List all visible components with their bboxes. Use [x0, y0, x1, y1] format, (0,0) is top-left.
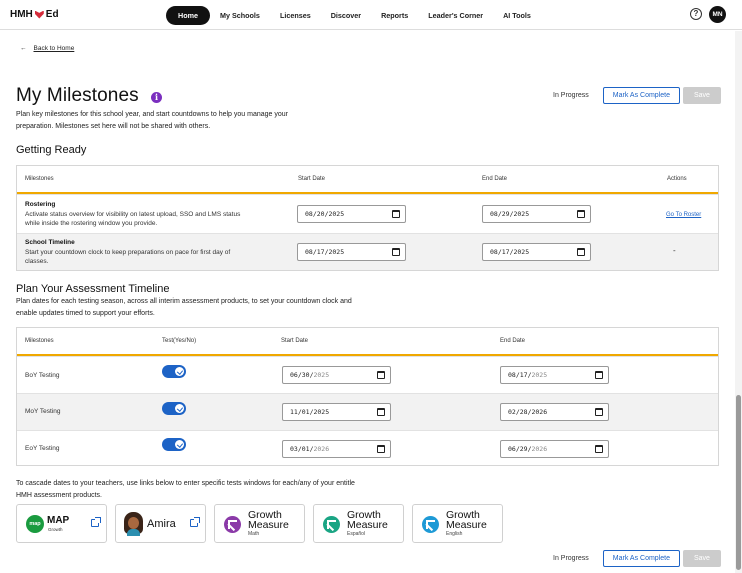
col-actions: Actions	[667, 176, 687, 182]
nav-ai-tools[interactable]: AI Tools	[503, 10, 531, 20]
save-button[interactable]: Save	[683, 550, 721, 567]
nav-my-schools[interactable]: My Schools	[219, 10, 260, 20]
check-icon	[175, 404, 184, 413]
status-toolbar-bottom	[553, 550, 721, 567]
table-row	[17, 233, 718, 270]
calendar-icon[interactable]	[577, 248, 585, 256]
assessment-subtext: Plan dates for each testing season, across all interim assessment products, to set your countdown clock and enable updates timed to support your efforts.	[16, 298, 352, 317]
milestone-name: BoY Testing	[25, 372, 60, 379]
table-row	[17, 430, 718, 466]
end-date-input[interactable]: 02/28/2026	[500, 403, 609, 421]
table-row	[17, 393, 718, 430]
map-logo-icon: map	[26, 515, 44, 533]
check-icon	[175, 440, 184, 449]
back-to-home-label: Back to Home	[33, 45, 75, 52]
table-row	[17, 194, 718, 233]
milestone-name: EoY Testing	[25, 445, 60, 452]
calendar-icon[interactable]	[577, 210, 585, 218]
nav-reports[interactable]: Reports	[381, 10, 409, 20]
back-arrow-icon: ←	[20, 45, 27, 52]
assessment-heading: Plan Your Assessment Timeline	[16, 283, 170, 295]
nav-licenses[interactable]: Licenses	[279, 10, 311, 20]
calendar-icon[interactable]	[377, 371, 385, 379]
status-toolbar-top	[553, 87, 721, 104]
calendar-icon[interactable]	[377, 445, 385, 453]
page-intro: Plan key milestones for this school year, and start countdowns to help you manage your preparation. Milestones set here will not be shared with others.	[16, 111, 288, 130]
map-growth-card[interactable]	[16, 504, 107, 543]
col-test: Test(Yes/No)	[162, 338, 197, 344]
col-end-date: End Date	[500, 338, 526, 344]
page-title: My Milestones	[16, 85, 139, 106]
end-date-input[interactable]: 08/17/2025	[482, 243, 591, 261]
milestone-title: Rostering	[25, 201, 56, 208]
gm-subject: Math	[248, 531, 260, 537]
milestone-desc: Start your countdown clock to keep preparations on pace for first day of classes.	[25, 249, 231, 265]
product-cards	[16, 504, 503, 543]
growth-measure-espanol-card[interactable]	[313, 504, 404, 543]
start-date-input[interactable]: 11/01/2025	[282, 403, 391, 421]
status-label: In Progress	[553, 555, 589, 562]
milestone-desc: Activate status overview for visibility on latest upload, SSO and LMS status while inside the rostering window you provide.	[25, 211, 241, 227]
col-start-date: Start Date	[281, 338, 309, 344]
avatar[interactable]: MN	[709, 6, 726, 23]
test-toggle[interactable]	[162, 402, 186, 415]
logo-ed-text: Ed	[45, 9, 59, 20]
calendar-icon[interactable]	[392, 210, 400, 218]
end-date-input[interactable]: 08/17/2025	[500, 366, 609, 384]
mark-complete-button[interactable]: Mark As Complete	[603, 87, 680, 104]
table-header	[17, 166, 718, 194]
table-row	[17, 356, 718, 393]
map-title: MAP	[47, 515, 70, 526]
col-milestones: Milestones	[25, 338, 54, 344]
nav-links	[166, 5, 541, 25]
amira-avatar-icon	[124, 512, 143, 536]
growth-arrow-icon	[323, 516, 340, 533]
growth-measure-english-card[interactable]	[412, 504, 503, 543]
start-date-input[interactable]: 06/30/2025	[282, 366, 391, 384]
gm-subject: English	[446, 531, 463, 537]
logo-hmh-text: HMH	[10, 9, 33, 20]
growth-measure-math-card[interactable]	[214, 504, 305, 543]
milestone-title: School Timeline	[25, 239, 75, 246]
top-nav	[0, 0, 742, 30]
amira-card[interactable]	[115, 504, 206, 543]
calendar-icon[interactable]	[595, 371, 603, 379]
logo-heart-icon	[35, 11, 44, 19]
calendar-icon[interactable]	[377, 408, 385, 416]
milestone-name: MoY Testing	[25, 408, 61, 415]
nav-leaders-corner[interactable]: Leader's Corner	[428, 10, 484, 20]
info-icon[interactable]: i	[151, 92, 162, 103]
scrollbar-thumb[interactable]	[736, 395, 741, 570]
amira-title: Amira	[147, 518, 176, 530]
gm-subject: Español	[347, 531, 366, 537]
gm-title: Growth Measure	[248, 509, 289, 531]
test-toggle[interactable]	[162, 365, 186, 378]
end-date-input[interactable]: 08/29/2025	[482, 205, 591, 223]
no-action: -	[673, 246, 676, 255]
calendar-icon[interactable]	[392, 248, 400, 256]
assessment-table	[16, 327, 719, 466]
growth-arrow-icon	[224, 516, 241, 533]
go-to-roster-link[interactable]: Go To Roster	[666, 212, 702, 218]
cascade-note: To cascade dates to your teachers, use links below to enter specific tests windows for each/any of your entitle HMH assessment products.	[16, 480, 355, 499]
save-button[interactable]: Save	[683, 87, 721, 104]
col-start-date: Start Date	[298, 176, 326, 182]
start-date-input[interactable]: 03/01/2026	[282, 440, 391, 458]
growth-arrow-icon	[422, 516, 439, 533]
gm-title: Growth Measure	[446, 509, 487, 531]
hmh-ed-logo[interactable]	[10, 9, 59, 20]
getting-ready-table	[16, 165, 719, 271]
table-header	[17, 328, 718, 356]
nav-home[interactable]: Home	[166, 6, 210, 25]
end-date-input[interactable]: 06/29/2026	[500, 440, 609, 458]
help-icon[interactable]: ?	[690, 8, 702, 20]
col-end-date: End Date	[482, 176, 508, 182]
mark-complete-button[interactable]: Mark As Complete	[603, 550, 680, 567]
calendar-icon[interactable]	[595, 445, 603, 453]
external-link-icon[interactable]	[190, 519, 198, 527]
external-link-icon[interactable]	[91, 519, 99, 527]
test-toggle[interactable]	[162, 438, 186, 451]
calendar-icon[interactable]	[595, 408, 603, 416]
check-icon	[175, 367, 184, 376]
col-milestones: Milestones	[25, 176, 54, 182]
map-subtitle: Growth	[48, 527, 63, 532]
start-date-input[interactable]: 08/20/2025	[297, 205, 406, 223]
status-label: In Progress	[553, 92, 589, 99]
getting-ready-heading: Getting Ready	[16, 144, 87, 156]
back-to-home-link[interactable]	[20, 45, 74, 52]
nav-discover[interactable]: Discover	[330, 10, 362, 20]
start-date-input[interactable]: 08/17/2025	[297, 243, 406, 261]
gm-title: Growth Measure	[347, 509, 388, 531]
